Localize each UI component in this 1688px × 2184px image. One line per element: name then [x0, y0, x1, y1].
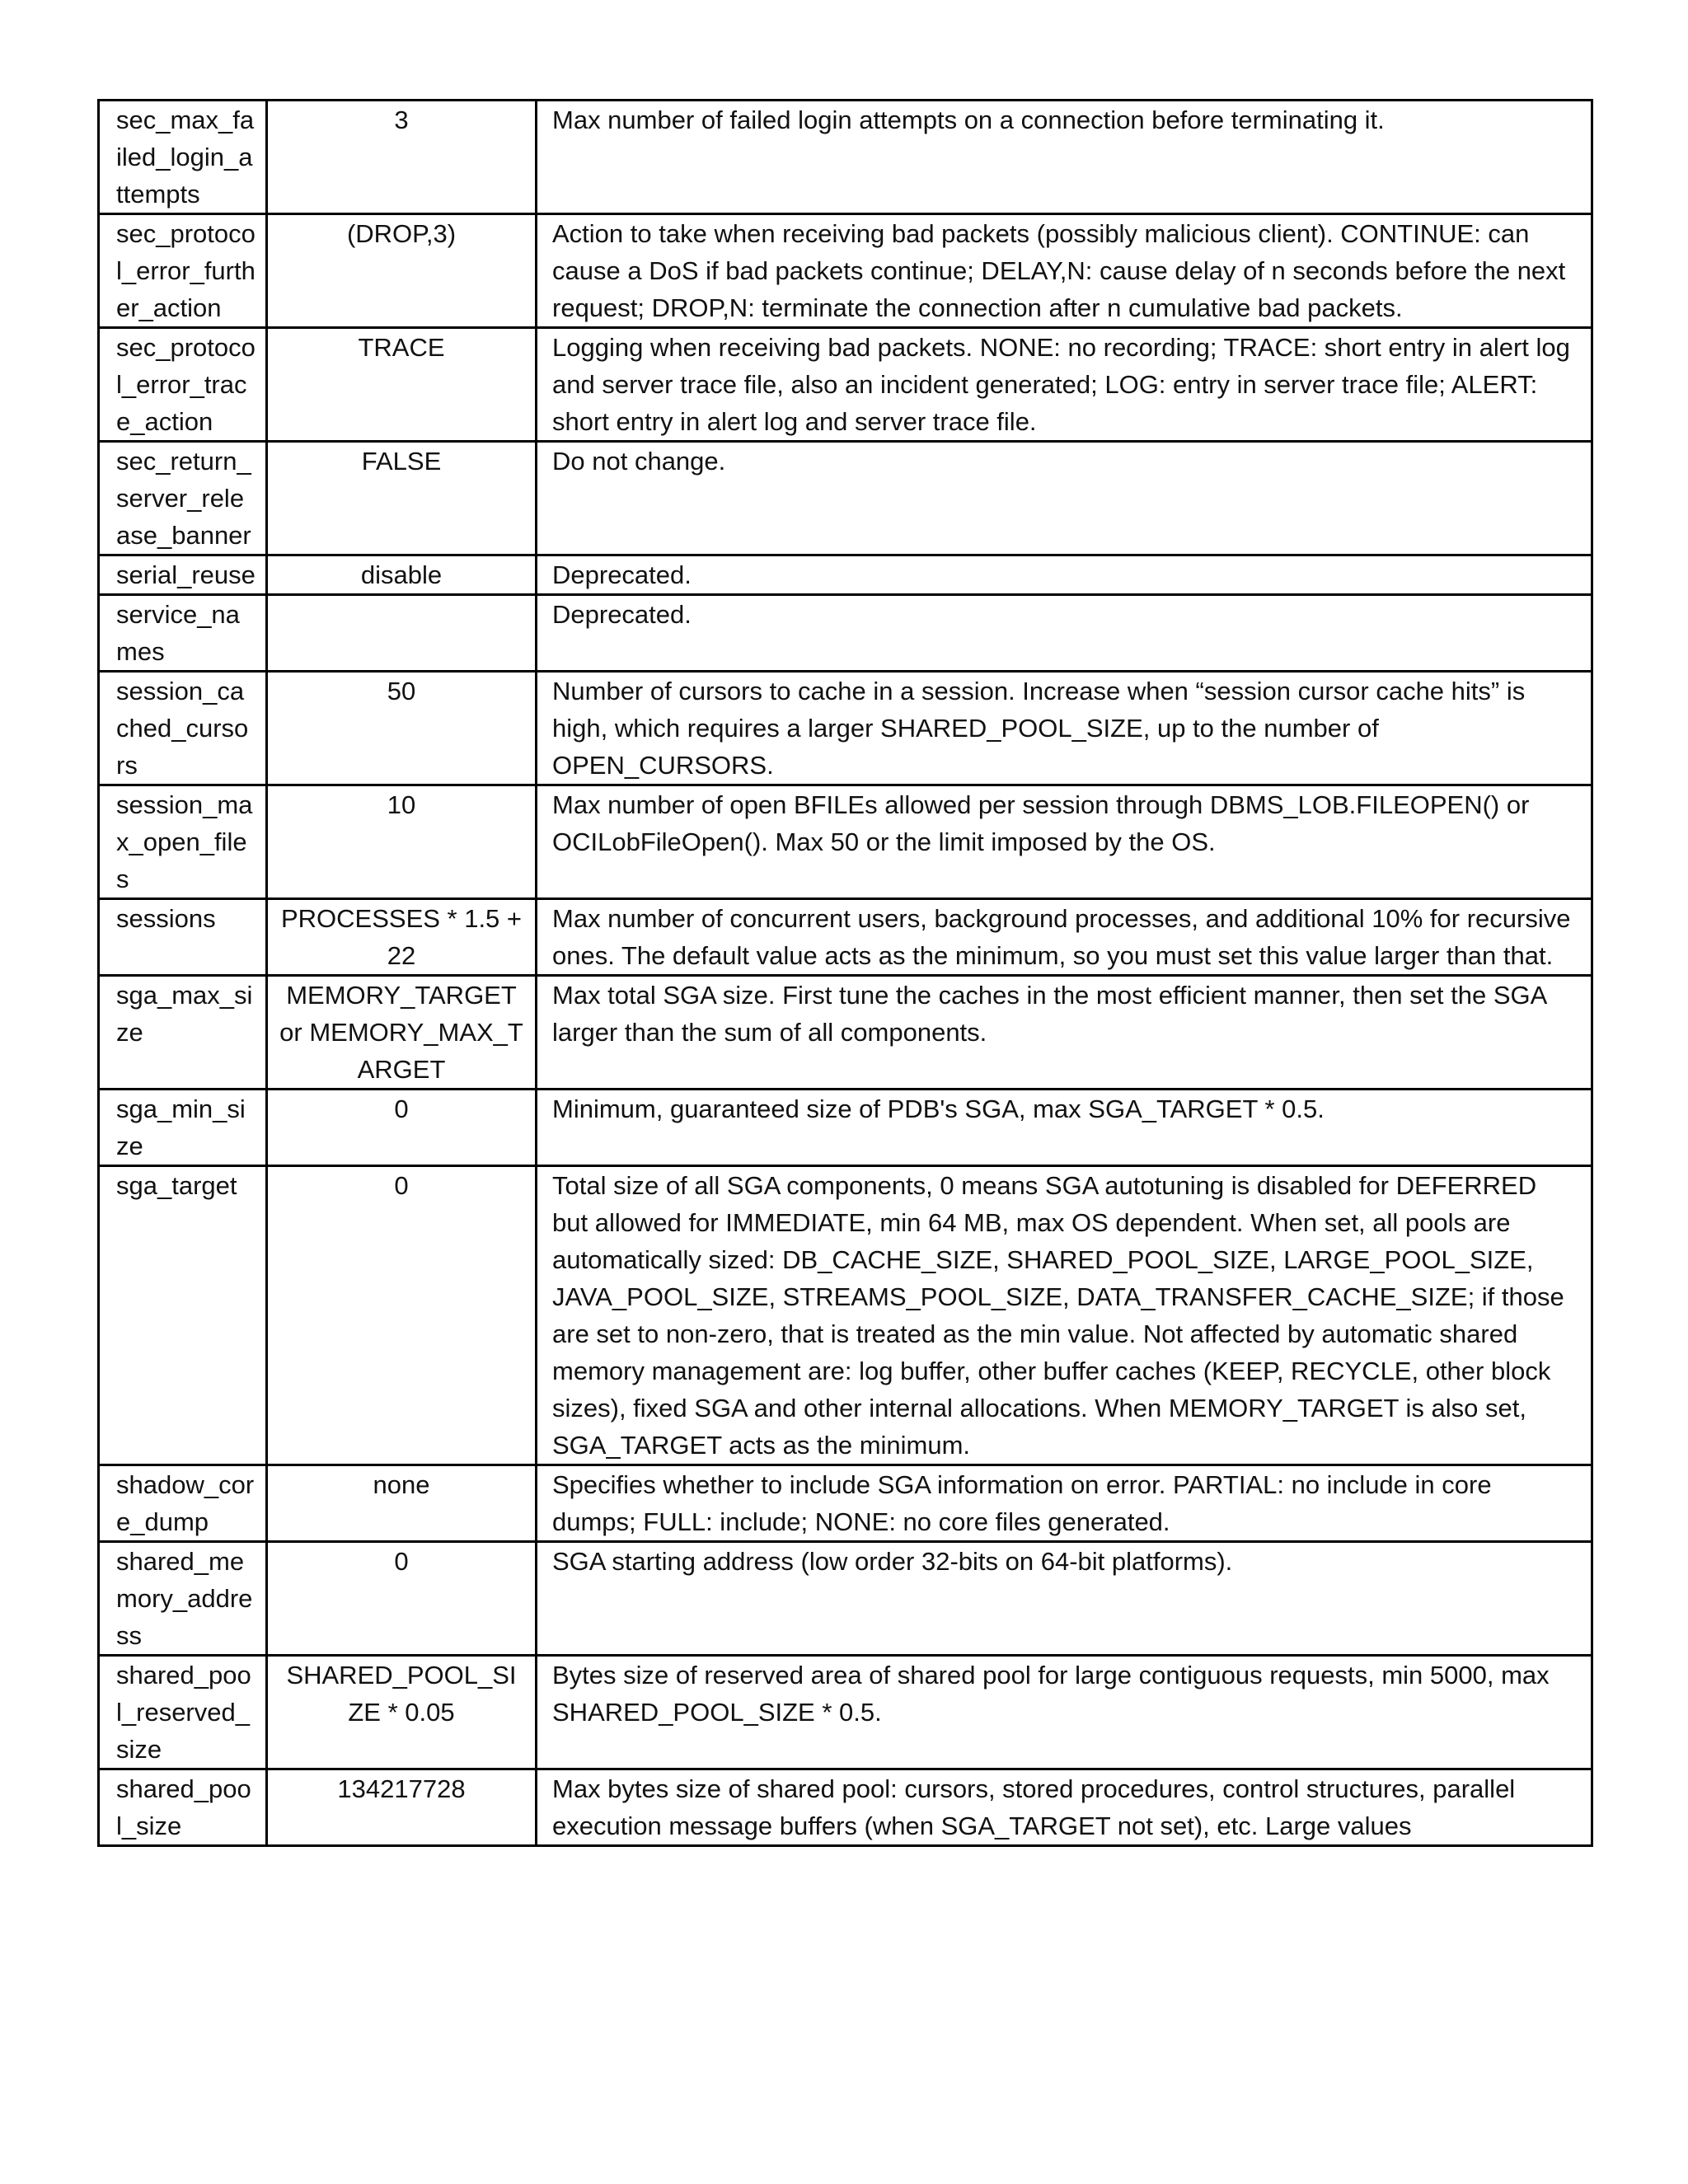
parameter-name: shared_pool_reserved_size [99, 1656, 267, 1769]
parameter-default: FALSE [267, 442, 537, 555]
parameter-name: shadow_core_dump [99, 1465, 267, 1542]
parameter-description: Max number of failed login attempts on a connection before terminating it. [537, 101, 1592, 214]
parameter-table-body [99, 101, 1592, 1846]
parameter-name: serial_reuse [99, 555, 267, 595]
parameter-table [97, 99, 1593, 1847]
parameter-description: Deprecated. [537, 595, 1592, 672]
parameter-default: 0 [267, 1166, 537, 1465]
table-row [99, 672, 1592, 785]
parameter-description: Do not change. [537, 442, 1592, 555]
table-row [99, 1166, 1592, 1465]
table-row [99, 328, 1592, 442]
parameter-default [267, 595, 537, 672]
parameter-name: sessions [99, 899, 267, 976]
parameter-name: sga_min_size [99, 1090, 267, 1166]
table-row [99, 976, 1592, 1090]
parameter-description: Action to take when receiving bad packets (possibly malicious client). CONTINUE: can cause a DoS if bad packets continue; DELAY,N: cause delay of n seconds before the next request; DROP,N: terminate the connection after n cumulative bad packets. [537, 214, 1592, 328]
parameter-description: Logging when receiving bad packets. NONE: no recording; TRACE: short entry in alert log and server trace file, also an incident generated; LOG: entry in server trace file; ALERT: short entry in alert log and server trace file. [537, 328, 1592, 442]
parameter-name: service_names [99, 595, 267, 672]
parameter-name: shared_pool_size [99, 1769, 267, 1846]
parameter-default: 10 [267, 785, 537, 899]
parameter-default: (DROP,3) [267, 214, 537, 328]
parameter-description: Number of cursors to cache in a session. Increase when “session cursor cache hits” is high, which requires a larger SHARED_POOL_SIZE, up to the number of OPEN_CURSORS. [537, 672, 1592, 785]
parameter-default: disable [267, 555, 537, 595]
table-row [99, 1465, 1592, 1542]
parameter-description: Minimum, guaranteed size of PDB's SGA, max SGA_TARGET * 0.5. [537, 1090, 1592, 1166]
parameter-default: 134217728 [267, 1769, 537, 1846]
parameter-description: Bytes size of reserved area of shared pool for large contiguous requests, min 5000, max SHARED_POOL_SIZE * 0.5. [537, 1656, 1592, 1769]
parameter-name: sec_protocol_error_trace_action [99, 328, 267, 442]
parameter-name: sec_max_failed_login_attempts [99, 101, 267, 214]
parameter-name: session_max_open_files [99, 785, 267, 899]
parameter-default: MEMORY_TARGET or MEMORY_MAX_TARGET [267, 976, 537, 1090]
parameter-name: session_cached_cursors [99, 672, 267, 785]
parameter-name: sga_target [99, 1166, 267, 1465]
table-row [99, 1656, 1592, 1769]
parameter-description: Max number of concurrent users, background processes, and additional 10% for recursive ones. The default value acts as the minimum, so you must set this value larger than that. [537, 899, 1592, 976]
parameter-name: sga_max_size [99, 976, 267, 1090]
parameter-default: 3 [267, 101, 537, 214]
parameter-description: Total size of all SGA components, 0 means SGA autotuning is disabled for DEFERRED but allowed for IMMEDIATE, min 64 MB, max OS dependent. When set, all pools are automatically sized: DB_CACHE_SIZE, SHARED_POOL_SIZE, LARGE_POOL_SIZE, JAVA_POOL_SIZE, STREAMS_POOL_SIZE, DATA_TRANSFER_CACHE_SIZE; if those are set to non-zero, that is treated as the min value. Not affected by automatic shared memory management are: log buffer, other buffer caches (KEEP, RECYCLE, other block sizes), fixed SGA and other internal allocations. When MEMORY_TARGET is also set, SGA_TARGET acts as the minimum. [537, 1166, 1592, 1465]
table-row [99, 1769, 1592, 1846]
parameter-description: Deprecated. [537, 555, 1592, 595]
table-row [99, 442, 1592, 555]
parameter-default: none [267, 1465, 537, 1542]
table-row [99, 785, 1592, 899]
table-row [99, 1090, 1592, 1166]
table-row [99, 555, 1592, 595]
parameter-default: TRACE [267, 328, 537, 442]
parameter-description: Max bytes size of shared pool: cursors, stored procedures, control structures, parallel execution message buffers (when SGA_TARGET not set), etc. Large values [537, 1769, 1592, 1846]
parameter-description: SGA starting address (low order 32-bits on 64-bit platforms). [537, 1542, 1592, 1656]
parameter-name: shared_memory_address [99, 1542, 267, 1656]
table-row [99, 1542, 1592, 1656]
parameter-name: sec_return_server_release_banner [99, 442, 267, 555]
table-row [99, 595, 1592, 672]
parameter-description: Max number of open BFILEs allowed per session through DBMS_LOB.FILEOPEN() or OCILobFileOpen(). Max 50 or the limit imposed by the OS. [537, 785, 1592, 899]
table-row [99, 214, 1592, 328]
parameter-default: SHARED_POOL_SIZE * 0.05 [267, 1656, 537, 1769]
parameter-default: 50 [267, 672, 537, 785]
parameter-default: 0 [267, 1542, 537, 1656]
parameter-default: PROCESSES * 1.5 + 22 [267, 899, 537, 976]
parameter-name: sec_protocol_error_further_action [99, 214, 267, 328]
parameter-description: Specifies whether to include SGA information on error. PARTIAL: no include in core dumps; FULL: include; NONE: no core files generated. [537, 1465, 1592, 1542]
table-row [99, 101, 1592, 214]
parameter-default: 0 [267, 1090, 537, 1166]
table-row [99, 899, 1592, 976]
parameter-description: Max total SGA size. First tune the caches in the most efficient manner, then set the SGA larger than the sum of all components. [537, 976, 1592, 1090]
